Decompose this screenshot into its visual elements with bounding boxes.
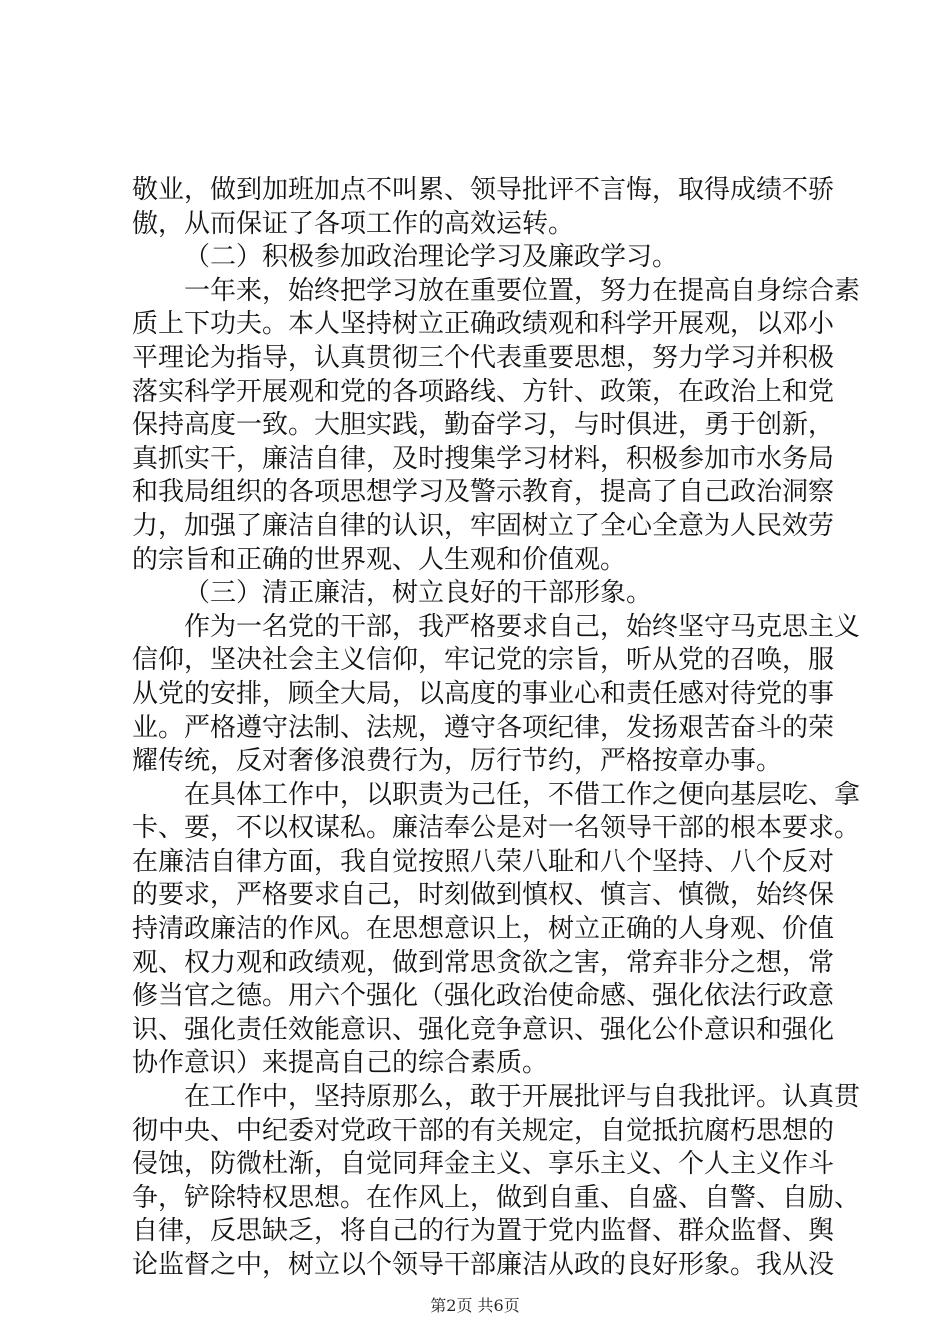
text-line: 业。严格遵守法制、法规，遵守各项纪律，发扬艰苦奋斗的荣 — [132, 712, 835, 743]
text-line: 持清政廉洁的作风。在思想意识上，树立正确的人身观、价值 — [132, 914, 835, 945]
text-line: 论监督之中，树立以个领导干部廉洁从政的良好形象。我从没 — [132, 1250, 835, 1280]
text-line: 在具体工作中，以职责为己任，不借工作之便向基层吃、拿 — [184, 779, 861, 810]
text-line: 信仰，坚决社会主义信仰，牢记党的宗旨，听从党的召唤，服 — [132, 645, 835, 676]
text-line: 作为一名党的干部，我严格要求自己，始终坚守马克思主义 — [184, 611, 861, 642]
text-line: 卡、要，不以权谋私。廉洁奉公是对一名领导干部的根本要求。 — [132, 813, 861, 844]
text-line: 力，加强了廉洁自律的认识，牢固树立了全心全意为人民效劳 — [132, 510, 835, 541]
text-line: 在工作中，坚持原那么，敢于开展批评与自我批评。认真贯 — [184, 1082, 861, 1113]
text-line: 真抓实干，廉洁自律，及时搜集学习材料，积极参加市水务局 — [132, 443, 835, 474]
text-line: 自律，反思缺乏，将自己的行为置于党内监督、群众监督、舆 — [132, 1216, 835, 1247]
text-line: 傲，从而保证了各项工作的高效运转。 — [132, 208, 575, 239]
text-line: 在廉洁自律方面，我自觉按照八荣八耻和八个坚持、八个反对 — [132, 846, 835, 877]
text-line: 争，铲除特权思想。在作风上，做到自重、自盛、自警、自励、 — [132, 1182, 861, 1213]
text-line: 敬业，做到加班加点不叫累、领导批评不言悔，取得成绩不骄 — [132, 175, 835, 205]
text-line: 从党的安排，顾全大局，以高度的事业心和责任感对待党的事 — [132, 678, 835, 709]
text-line: 质上下功夫。本人坚持树立正确政绩观和科学开展观，以邓小 — [132, 309, 835, 340]
text-line: 的要求，严格要求自己，时刻做到慎权、慎言、慎微，始终保 — [132, 880, 835, 911]
text-line: 保持高度一致。大胆实践，勤奋学习，与时俱进，勇于创新， — [132, 410, 835, 441]
text-line: 侵蚀，防微杜渐，自觉同拜金主义、享乐主义、个人主义作斗 — [132, 1149, 835, 1180]
text-line: 观、权力观和政绩观，做到常思贪欲之害，常弃非分之想，常 — [132, 947, 835, 978]
text-line: 修当官之德。用六个强化（强化政治使命感、强化依法行政意 — [132, 981, 835, 1012]
text-line: 彻中央、中纪委对党政干部的有关规定，自觉抵抗腐朽思想的 — [132, 1115, 835, 1146]
text-line: 识、强化责任效能意识、强化竞争意识、强化公仆意识和强化 — [132, 1014, 835, 1045]
text-line: 平理论为指导，认真贯彻三个代表重要思想，努力学习并积极 — [132, 342, 835, 373]
text-line: 和我局组织的各项思想学习及警示教育，提高了自己政治洞察 — [132, 477, 835, 508]
text-line: 落实科学开展观和党的各项路线、方针、政策，在政治上和党 — [132, 376, 835, 407]
section-heading: （三）清正廉洁，树立良好的干部形象。 — [184, 578, 653, 609]
text-line: 的宗旨和正确的世界观、人生观和价值观。 — [132, 544, 627, 575]
text-line: 协作意识）来提高自己的综合素质。 — [132, 1048, 549, 1079]
page-number: 第2页 共6页 — [430, 1296, 520, 1315]
section-heading: （二）积极参加政治理论学习及廉政学习。 — [184, 242, 679, 273]
text-line: 一年来，始终把学习放在重要位置，努力在提高自身综合素 — [184, 275, 861, 306]
text-line: 耀传统，反对奢侈浪费行为，厉行节约，严格按章办事。 — [132, 746, 783, 777]
body-text — [132, 174, 861, 1283]
